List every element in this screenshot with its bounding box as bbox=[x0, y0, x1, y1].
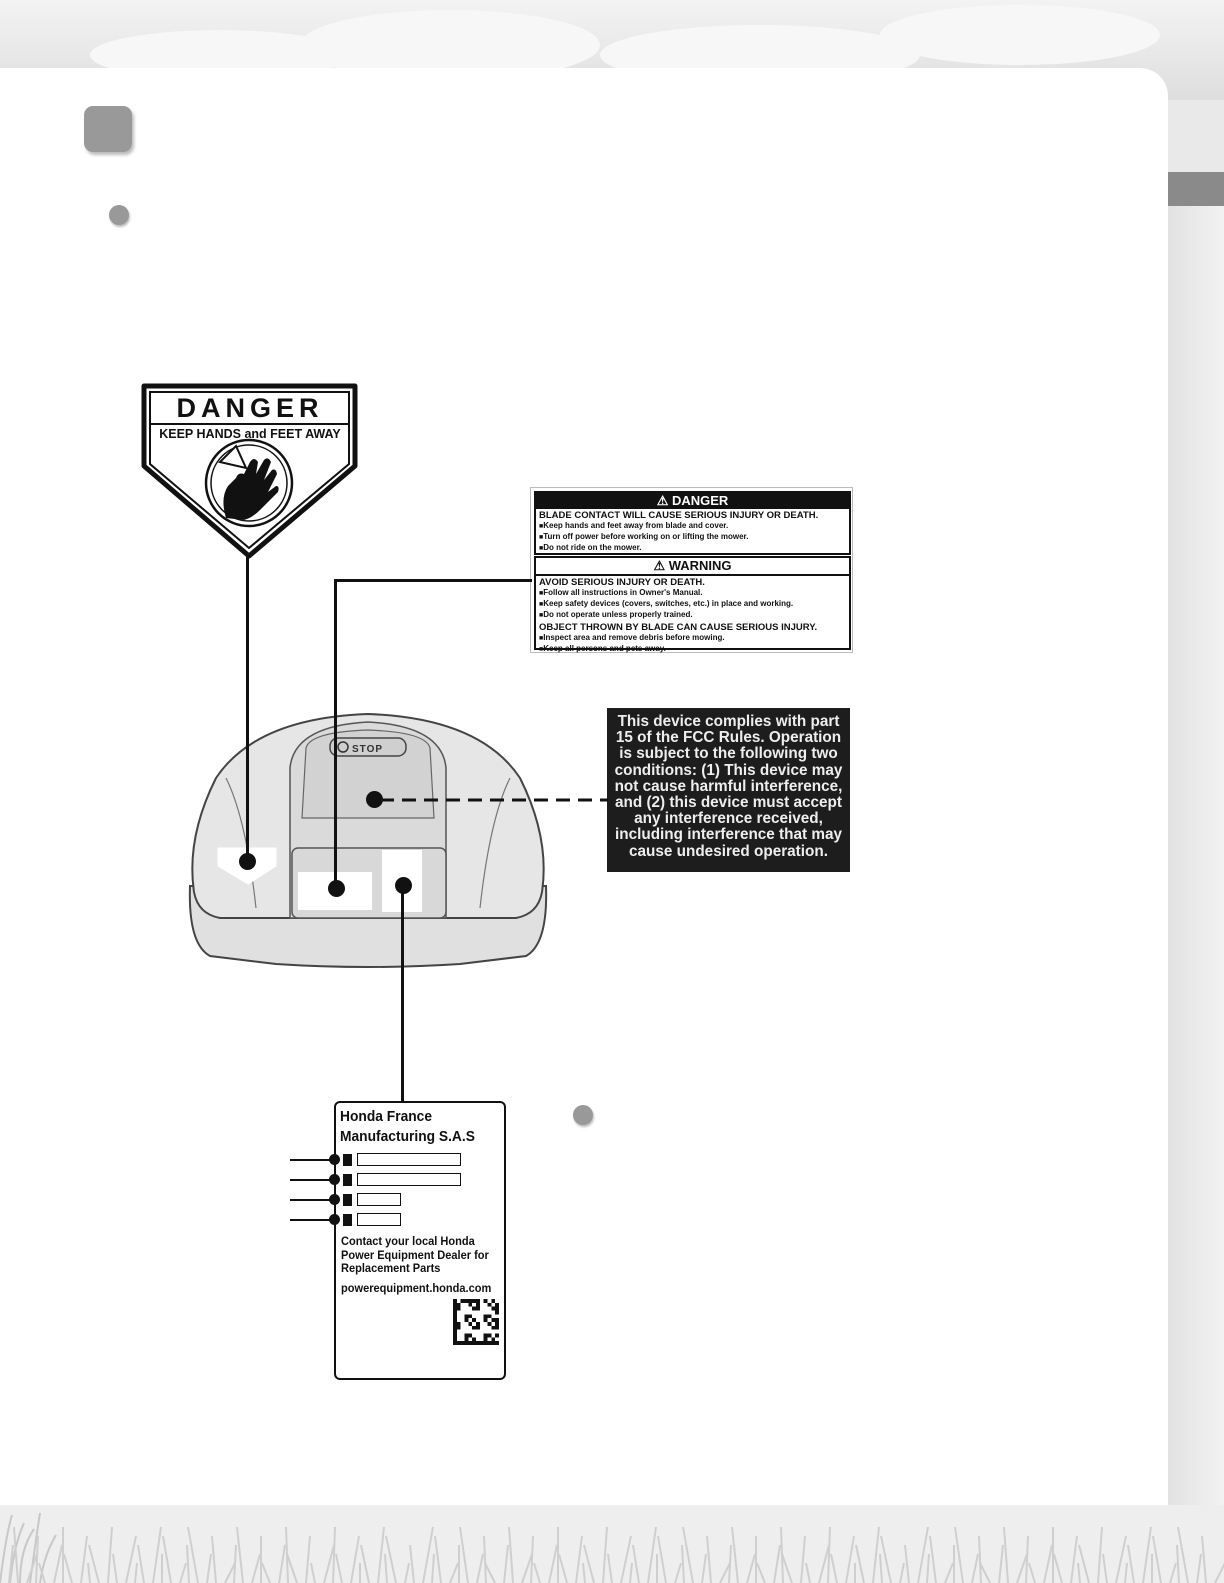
bullet-point bbox=[109, 205, 129, 225]
callout-line bbox=[334, 579, 532, 582]
warning-item: ■ Follow all instructions in Owner's Manual. bbox=[536, 588, 849, 599]
callout-line bbox=[401, 886, 404, 1102]
leader-line bbox=[290, 1199, 332, 1201]
plate-field-box bbox=[357, 1193, 401, 1206]
stop-button-label: STOP bbox=[352, 744, 384, 755]
dashed-callout-line bbox=[380, 797, 608, 803]
danger-section bbox=[534, 491, 851, 555]
danger-header: ⚠ DANGER bbox=[536, 493, 849, 509]
page-edge-strip bbox=[1168, 206, 1224, 1526]
leader-line bbox=[290, 1159, 332, 1161]
plate-field-box bbox=[357, 1173, 461, 1186]
callout-dot bbox=[329, 1174, 340, 1185]
danger-sign-title: DANGER bbox=[176, 393, 324, 423]
danger-sign-subtitle: KEEP HANDS and FEET AWAY bbox=[159, 427, 341, 441]
chapter-tab bbox=[1168, 172, 1224, 206]
blade-warning-label bbox=[530, 487, 853, 653]
danger-item: ■ Turn off power before working on or lifting the mower. bbox=[536, 532, 849, 543]
callout-dot bbox=[329, 1154, 340, 1165]
warning-item: ■ Keep safety devices (covers, switches, etc.) in place and working. bbox=[536, 599, 849, 610]
plate-title-line: Manufacturing S.A.S bbox=[340, 1128, 475, 1145]
warning-lead: AVOID SERIOUS INJURY OR DEATH. bbox=[539, 577, 705, 588]
hand-blade-icon bbox=[206, 440, 292, 526]
fcc-compliance-label: This device complies with part 15 of the FCC Rules. Operation is subject to the following two conditions: (1) This device may not cause harmful interference, and (2) this device must accept any interference received, including interference that may cause undesired operation. bbox=[607, 708, 850, 872]
callout-dot bbox=[239, 853, 256, 870]
warning-item: ■ Inspect area and remove debris before mowing. bbox=[536, 633, 849, 644]
leader-line bbox=[290, 1179, 332, 1181]
plate-row-marker bbox=[343, 1194, 352, 1206]
callout-dot bbox=[328, 880, 345, 897]
plate-field-box bbox=[357, 1213, 401, 1226]
warning-item: ■ Do not operate unless properly trained. bbox=[536, 610, 849, 621]
plate-title bbox=[340, 1107, 487, 1147]
warning-section bbox=[534, 556, 851, 653]
callout-dot bbox=[329, 1214, 340, 1225]
bullet-point bbox=[573, 1105, 593, 1125]
danger-item: ■ Keep hands and feet away from blade and cover. bbox=[536, 521, 849, 532]
danger-item: ■ Do not ride on the mower. bbox=[536, 543, 849, 554]
cloud-decoration bbox=[880, 5, 1160, 65]
section-marker bbox=[84, 106, 132, 152]
leader-line bbox=[290, 1219, 332, 1221]
plate-website: powerequipment.honda.com bbox=[341, 1281, 492, 1295]
plate-title-line: Honda France bbox=[340, 1108, 433, 1125]
warning-lead: OBJECT THROWN BY BLADE CAN CAUSE SERIOUS INJURY. bbox=[539, 622, 818, 633]
callout-line bbox=[246, 556, 249, 863]
plate-row-marker bbox=[343, 1214, 352, 1226]
callout-line bbox=[334, 579, 337, 884]
danger-lead: BLADE CONTACT WILL CAUSE SERIOUS INJURY OR DEATH. bbox=[539, 510, 819, 521]
plate-contact-text: Contact your local Honda Power Equipment Dealer for Replacement Parts bbox=[341, 1234, 489, 1275]
callout-dot bbox=[329, 1194, 340, 1205]
plate-row-marker bbox=[343, 1154, 352, 1166]
plate-field-box bbox=[357, 1153, 461, 1166]
plate-row-marker bbox=[343, 1174, 352, 1186]
warning-header: ⚠ WARNING bbox=[536, 558, 849, 576]
grass-decoration bbox=[0, 1505, 1224, 1583]
warning-item: ■ Keep all persons and pets away. bbox=[536, 644, 849, 655]
data-matrix-code-icon bbox=[453, 1299, 499, 1345]
page-panel bbox=[0, 68, 1168, 1518]
